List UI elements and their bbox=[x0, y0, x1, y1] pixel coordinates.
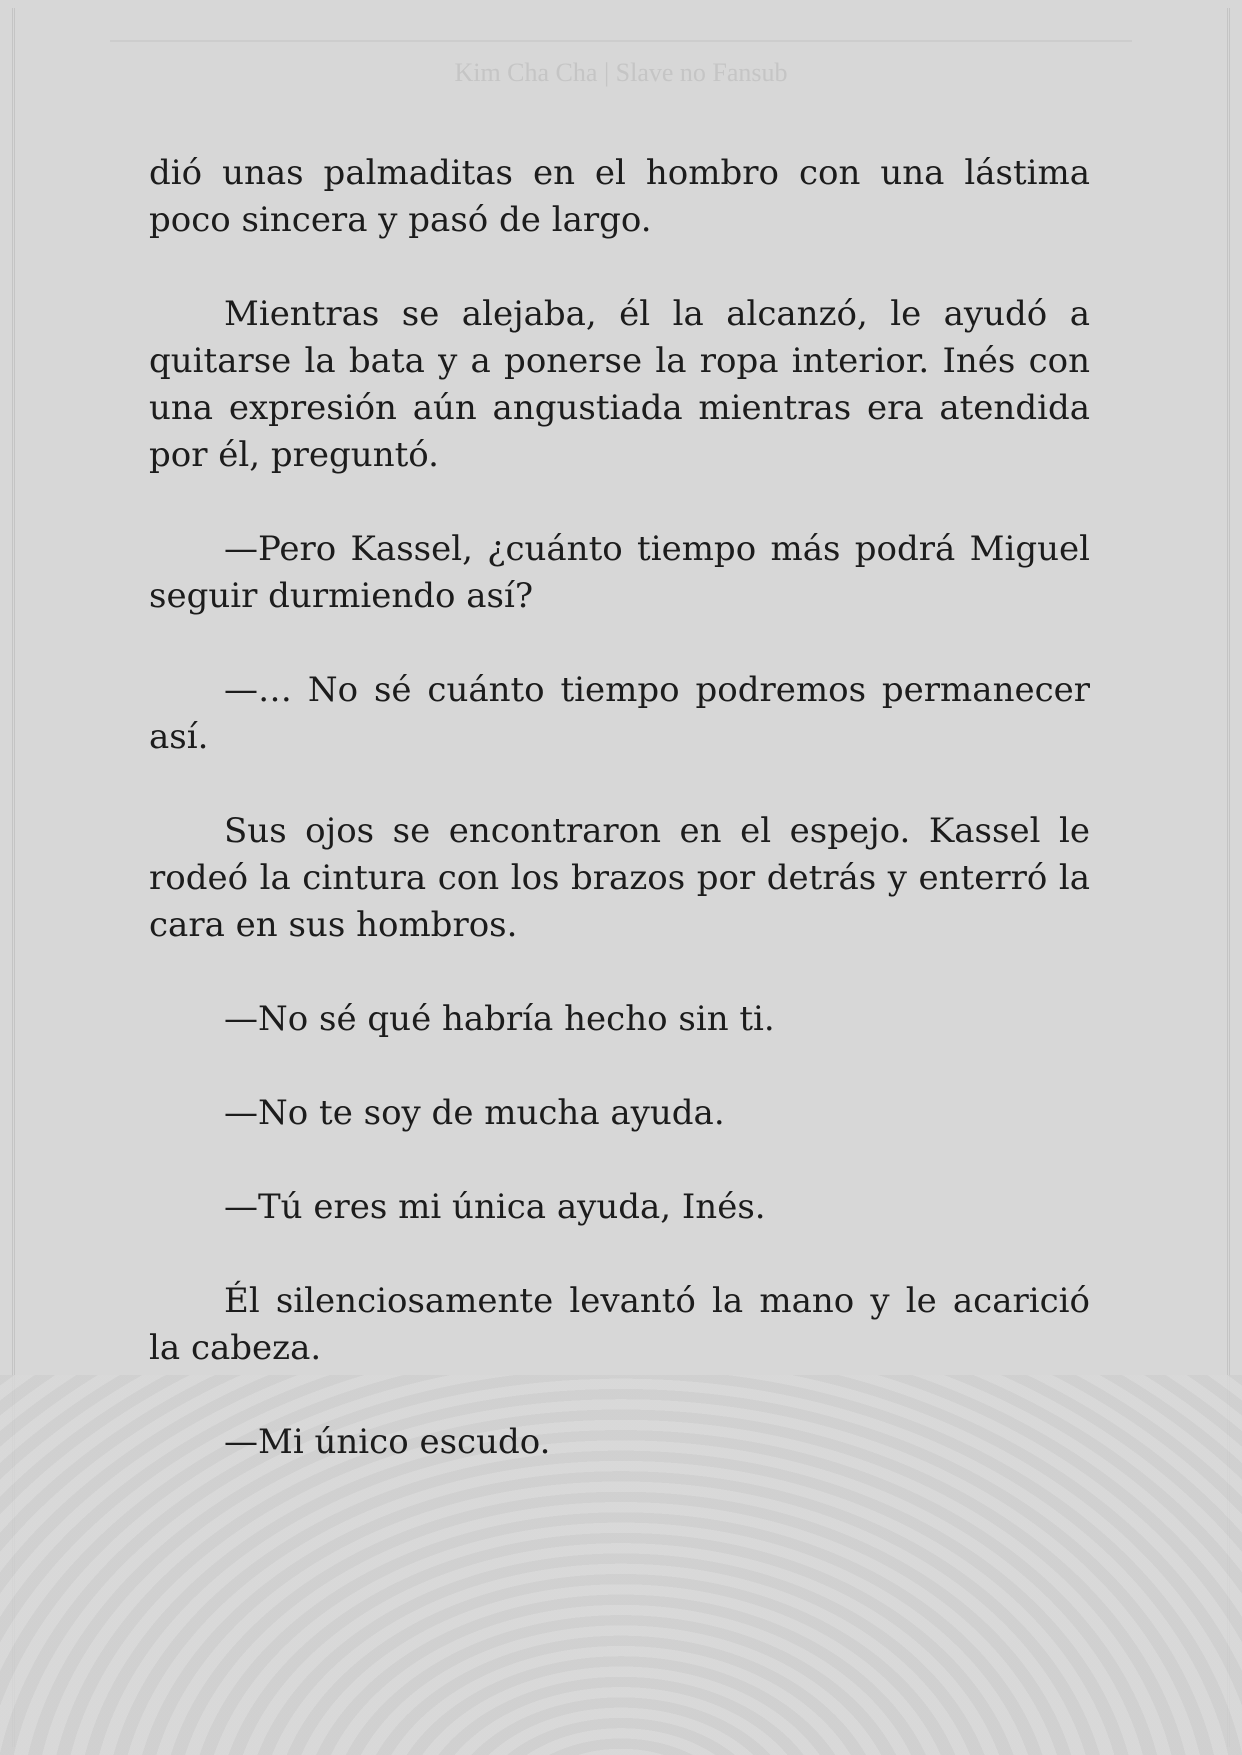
body-text bbox=[149, 150, 1090, 1513]
ornamental-top-rule bbox=[110, 40, 1132, 43]
paragraph: —… No sé cuánto tiempo podremos permanecer así. bbox=[149, 670, 1090, 757]
paragraph: Mientras se alejaba, él la alcanzó, le ayudó a quitarse la bata y a ponerse la ropa interior. Inés con una expresión aún angustiada mientras era atendida por él, preguntó. bbox=[149, 294, 1090, 475]
page-header-watermark: Kim Cha Cha | Slave no Fansub bbox=[454, 58, 788, 87]
paragraph: —Pero Kassel, ¿cuánto tiempo más podrá Miguel seguir durmiendo así? bbox=[149, 529, 1090, 616]
paragraph: —Tú eres mi única ayuda, Inés. bbox=[224, 1187, 766, 1227]
paragraph: —No te soy de mucha ayuda. bbox=[224, 1093, 725, 1133]
paragraph: —No sé qué habría hecho sin ti. bbox=[224, 999, 775, 1039]
paragraph: Sus ojos se encontraron en el espejo. Kassel le rodeó la cintura con los brazos por detrás y enterró la cara en sus hombros. bbox=[149, 811, 1090, 945]
paragraph: —Mi único escudo. bbox=[224, 1422, 551, 1462]
paragraph: Él silenciosamente levantó la mano y le acarició la cabeza. bbox=[149, 1281, 1090, 1368]
paragraph: dió unas palmaditas en el hombro con una lástima poco sincera y pasó de largo. bbox=[149, 153, 1090, 240]
